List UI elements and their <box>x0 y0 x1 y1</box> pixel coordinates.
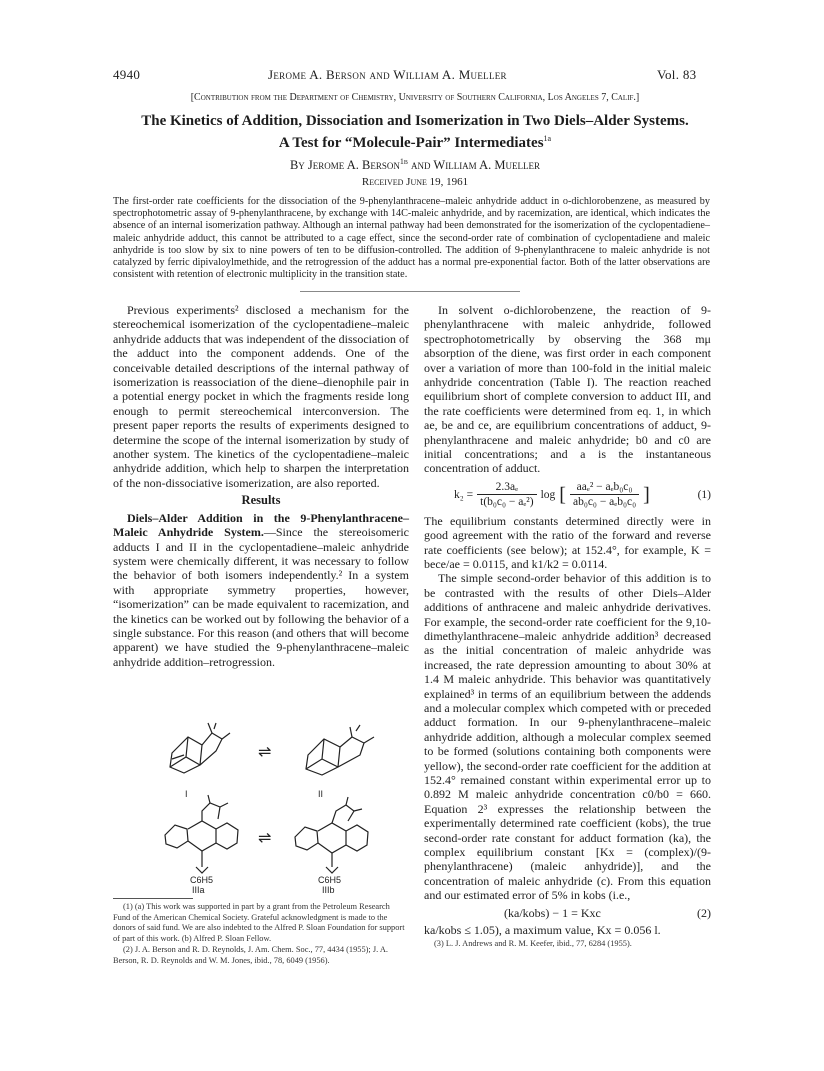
eq1-inner-denominator: ab₀c₀ − aₑb₀c₀ <box>572 496 637 509</box>
structure-II <box>306 725 374 775</box>
equation-1-body <box>454 480 650 510</box>
eq1-denominator: t(b₀c₀ − aₑ²) <box>480 496 534 509</box>
byline-footnote-mark: 1b <box>399 157 408 166</box>
structure-I <box>170 723 230 773</box>
byline-author-1: By Jerome A. Berson <box>289 158 400 173</box>
eq1-numerator: 2.3aₑ <box>477 480 536 495</box>
results-paragraph <box>113 511 409 669</box>
title-footnote-mark: 1a <box>543 134 552 143</box>
eq1-bracket-open: [ <box>559 483 566 506</box>
label-II: II <box>318 789 324 799</box>
right-column <box>424 303 711 950</box>
eq1-inner-fraction <box>570 480 639 510</box>
title-line-2-text: A Test for “Molecule-Pair” Intermediates <box>278 135 544 151</box>
equilibrium-arrow-bottom: ⇌ <box>258 828 272 847</box>
title-line-2 <box>110 130 720 152</box>
structure-IIIb <box>295 797 368 873</box>
label-c6h5-a: C6H5 <box>190 875 214 885</box>
intro-paragraph: Previous experiments² disclosed a mechanism for the stereochemical isomerization of the cyclopentadiene–maleic anhydride adducts that was independent of the dissociation of the adduct into the component addends. One of the conceivable detailed descriptions of the internal pathway of isomerization is reassociation of the diene–dienophile pair in a potential energy pocket in which the fragments reside long enough to permit stereochemical interconversion. The present paper reports the results of experiments designed to determine the scope of the internal isomerization by study of another system. The kinetics of the cyclopentadiene–maleic anhydride addition, which help to sharpen the interpretation of the non-dissociative isomerization, are also reported. <box>113 303 409 490</box>
eq1-lhs: k₂ = <box>454 488 474 501</box>
volume-label: Vol. 83 <box>657 67 697 82</box>
left-column <box>113 303 409 669</box>
structure-diagrams <box>150 715 390 895</box>
eq1-inner-numerator: aaₑ² − aₑb₀c₀ <box>570 480 639 495</box>
results-subheading: Diels–Alder Addition in the 9-Phenylanthracene–Maleic Anhydride System. <box>113 510 409 540</box>
equilibrium-arrow-top: ⇌ <box>258 742 272 761</box>
right-paragraph-1: In solvent o-dichlorobenzene, the reaction of 9-phenylanthracene with maleic anhydride, followed spectrophotometrically by observing the 368 mμ absorption of the diene, was first order in each component over a variation of more than 100-fold in the initial maleic anhydride concentration (Table I). The reaction reached equilibrium short of complete conversion to adduct III, and the rate coefficients were determined from eq. 1, in which ae, be and ce, are equilibrium concentrations of adduct, 9-phenylanthracene and maleic anhydride; b0 and c0 are initial concentrations; and a is the instantaneous concentration of adduct. <box>424 303 711 476</box>
right-last-line: ka/kobs ≤ 1.05), a maximum value, Kx = 0.056 l. <box>424 923 661 938</box>
abstract: The first-order rate coefficients for the dissociation of the 9-phenylanthracene–maleic anhydride adduct in o-dichlorobenzene, as measured by spectrophotometric assay of 9-phenylanthracene, by exchange with 14C-maleic anhydride, and by racemization, are identical, which indicates the absence of an internal isomerization pathway. Although an internal pathway had been demonstrated for the isomerization of the cyclopentadiene–maleic anhydride adduct, this cannot be attributed to a cage effect, since the second-order rate of combination of cyclopentadiene and maleic anhydride is too slow by six to nine powers of ten to be diffusion-controlled. The addition of 9-phenylanthracene to maleic anhydride is not catalyzed by ferric dipivaloylmethide, and the retrogression of the adduct has a normal pre-exponential factor. Both of the latter observations are consistent with retention of electronic multiplicity in the transition state. <box>113 196 710 281</box>
eq1-tag: (1) <box>697 488 711 501</box>
equation-1 <box>454 480 711 510</box>
label-I: I <box>185 789 188 799</box>
eq2-body: (ka/kobs) − 1 = Kxc <box>504 905 601 920</box>
article-title <box>110 113 720 152</box>
eq1-bracket-close: ] <box>643 483 650 506</box>
right-paragraph-2: The equilibrium constants determined directly were in good agreement with the ratio of the forward and reverse rate coefficients (see below); at 152.4°, for example, K = bece/ae = 0.0115, and k1/k2 = 0.0114. <box>424 513 711 571</box>
footnote-3: (3) L. J. Andrews and R. M. Keefer, ibid., 77, 6284 (1955). <box>434 939 632 949</box>
eq1-log: log <box>540 488 556 501</box>
contribution-line: [Contribution from the Department of Chemistry, University of Southern California, Los Angeles 7, Calif.] <box>190 92 640 103</box>
running-title: Jerome A. Berson and William A. Mueller <box>268 67 507 82</box>
footnotes-left <box>113 902 409 967</box>
footnote-1: (1) (a) This work was supported in part by a grant from the Petroleum Research Fund of the American Chemical Society. Grateful acknowledgment is made to the donors of said fund. We are also indebted to the Alfred P. Sloan Foundation for support of part of this work. (b) Alfred P. Sloan Fellow. <box>113 902 405 943</box>
label-IIIa: IIIa <box>192 885 205 895</box>
abstract-divider <box>300 291 520 292</box>
eq2-tag: (2) <box>697 905 711 920</box>
byline-author-2: and William A. Mueller <box>407 158 541 173</box>
label-IIIb: IIIb <box>322 885 335 895</box>
page-number: 4940 <box>113 67 141 82</box>
label-c6h5-b: C6H5 <box>318 875 342 885</box>
results-heading: Results <box>241 493 281 508</box>
right-paragraph-3: The simple second-order behavior of this addition is to be contrasted with the results of other Diels–Alder additions of anthracene and maleic anhydride derivatives. For example, the second-order rate coefficient for the 9,10-dimethylanthracene–maleic anhydride addition³ decreased as the initial concentration of maleic anhydride was increased, the rate depression amounting to about 30% at 1.4 M maleic anhydride. This behavior was quantitatively explained³ in terms of an equilibrium between the addends and a molecular complex which competed with or preceded adduct formation. In our 9-phenylanthracene–maleic anhydride addition, although a molecular complex seemed to be formed (solutions containing both components were yellow), the second-order rate coefficient for the addition at 152.4° remained constant within experimental error up to 0.892 M maleic anhydride concentration c0/b0 = 660. Equation 2³ expresses the relationship between the experimentally determined rate coefficient (kobs), the true second-order rate constant for adduct formation (ka), the complex equilibrium constant [Kx = (complex)/(9-phenylanthracene) (maleic anhydride)], and the concentration of maleic anhydride (c). From this equation and our estimated error of 5% in kobs (i.e., <box>424 571 711 903</box>
results-text: —Since the stereoisomeric adducts I and II in the cyclopentadiene–maleic anhydride system were chemically different, it was necessary to follow the behavior of both isomers independently.² In a system with appropriate symmetry properties, however, “isomerization” can be made equivalent to racemization, and the kinetics can be worked out by following the behavior of a single substance. For this reason (and others that will become apparent) we have studied the 9-phenylanthracene–maleic anhydride addition–retrogression. <box>113 525 410 669</box>
eq1-fraction <box>477 480 536 510</box>
received-date: Received June 19, 1961 <box>361 176 469 188</box>
footnote-rule <box>113 898 193 899</box>
title-line-1: The Kinetics of Addition, Dissociation and Isomerization in Two Diels–Alder Systems. <box>141 113 689 129</box>
byline <box>110 157 720 173</box>
structure-IIIa <box>165 795 238 873</box>
footnote-2: (2) J. A. Berson and R. D. Reynolds, J. Am. Chem. Soc., 77, 4434 (1955); J. A. Berson, R. D. Reynolds and W. M. Jones, ibid., 78, 6049 (1956). <box>113 945 388 965</box>
equation-2 <box>504 906 711 920</box>
